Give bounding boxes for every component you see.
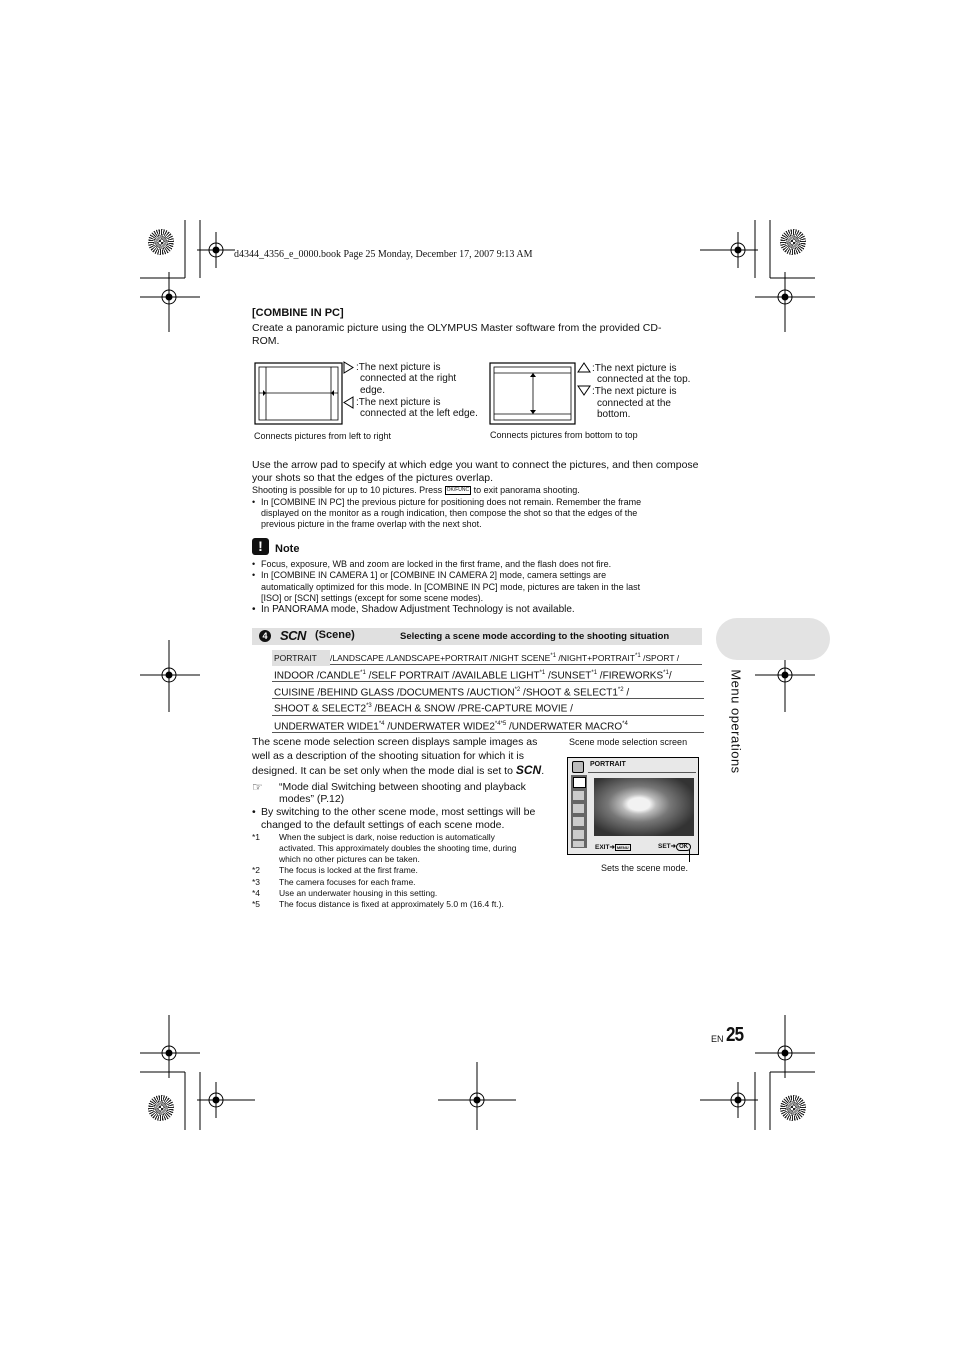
note-bullet: • Focus, exposure, WB and zoom are locked in the first frame, and the flash does not fire. <box>261 559 611 570</box>
footnote-text: activated. This approximately doubles the shooting time, during <box>279 843 517 853</box>
language-label: EN <box>711 1034 724 1044</box>
right-edge-text: connected at the right <box>360 373 457 384</box>
scene-list-row: UNDERWATER WIDE1$^{*4}$ /UNDERWATER $WIDE2^{*4*5}$ /UNDERWATER MACRO$^{*4}$ <box>272 716 704 733</box>
scn-mode-icon: SCN <box>280 628 306 643</box>
footnote-text: The focus distance is fixed at approximately 5.0 m (16.4 ft.). <box>279 899 504 909</box>
instruction-line: your shots so that the edges of the pictures overlap. <box>252 472 494 484</box>
registration-rosette-icon <box>148 1095 174 1121</box>
bottom-edge-text: connected at the <box>597 398 671 409</box>
scene-desc: well as a description of the shooting situation for which it is <box>252 750 524 762</box>
scene-number-badge: 4 <box>259 630 271 642</box>
right-edge-text: edge. <box>360 385 386 396</box>
shooting-limit-a: Shooting is possible for up to 10 pictures. Press <box>252 485 443 495</box>
note-icon: ! <box>252 538 269 555</box>
registration-rosette-icon <box>148 229 174 255</box>
screen-menu-icon[interactable] <box>573 817 584 826</box>
note-title: Note <box>275 543 300 555</box>
screen-caption: Scene mode selection screen <box>569 737 688 747</box>
side-tab-label: Menu operations <box>728 669 744 774</box>
scene-heading: Selecting a scene mode according to the shooting situation <box>400 631 670 642</box>
note-bullet: • In [COMBINE IN CAMERA 1] or [COMBINE IN CAMERA 2] mode, camera settings are <box>261 570 606 581</box>
intro-line: Create a panoramic picture using the OLYMPUS Master software from the provided CD- <box>252 322 662 334</box>
scene-list-row: CUISINE /BEHIND GLASS /DOCUMENTS /AUCTION$^{*2}$ /SHOOT & SELECT1$^{*2}$ / <box>272 682 704 699</box>
down-arrow-icon <box>577 385 591 396</box>
note-bullet: • In PANORAMA mode, Shadow Adjustment Technology is not available. <box>261 604 575 616</box>
screen-menu-icon[interactable] <box>573 841 584 847</box>
screen-menu-icon[interactable] <box>573 791 584 800</box>
file-header: d4344_4356_e_0000.book Page 25 Monday, December 17, 2007 9:13 AM <box>234 249 533 260</box>
top-edge-text: :The next picture is <box>592 363 677 374</box>
left-to-right-diagram <box>254 362 344 426</box>
scn-mode-icon: SCN <box>515 763 542 777</box>
diagram-caption: Connects pictures from bottom to top <box>490 430 638 440</box>
bottom-to-top-diagram <box>489 362 577 426</box>
portrait-highlight: PORTRAIT <box>272 650 330 666</box>
footnote-mark: *1 <box>252 832 261 842</box>
screen-scene-icon <box>572 761 584 773</box>
combine-bullet-line: displayed on the monitor as a rough indication, then compose the shot so that the edges of the <box>261 508 638 518</box>
screen-set-label: SET➜ OK <box>658 842 691 850</box>
screen-divider <box>588 772 696 773</box>
note-bullet-line: [ISO] or [SCN] settings (except for some scene modes). <box>261 593 484 603</box>
sets-caption: Sets the scene mode. <box>601 863 689 873</box>
right-arrow-icon <box>343 361 354 374</box>
note-bullet-line: automatically optimized for this mode. In [COMBINE IN PC] mode, pictures are taken in the last <box>261 582 641 592</box>
screen-menu-icon[interactable] <box>573 777 586 788</box>
footnote-text: When the subject is dark, noise reduction is automatically <box>279 832 495 842</box>
left-edge-text: connected at the left edge. <box>360 408 478 419</box>
bottom-edge-text: bottom. <box>597 409 631 420</box>
section-title: [COMBINE IN PC] <box>252 307 344 319</box>
up-arrow-icon <box>577 362 591 373</box>
screen-menu-icon[interactable] <box>573 830 584 839</box>
ok-button-icon: OK <box>676 843 691 851</box>
scene-desc: The scene mode selection screen displays sample images as <box>252 736 538 748</box>
combine-bullet-line: previous picture in the frame overlap with the next shot. <box>261 519 482 529</box>
diagram-caption: Connects pictures from left to right <box>254 431 392 441</box>
callout-line <box>689 850 690 862</box>
screen-menu-icon[interactable] <box>573 804 584 813</box>
registration-rosette-icon <box>780 229 806 255</box>
bottom-edge-text: :The next picture is <box>592 386 677 397</box>
scene-list-row: SHOOT & SELECT2$^{*3}$ /BEACH & SNOW /PRE-CAPTURE MOVIE / <box>272 699 704 716</box>
screen-title: PORTRAIT <box>590 761 626 768</box>
footnote-text: The camera focuses for each frame. <box>279 877 416 887</box>
shooting-limit-b: to exit panorama shooting. <box>473 485 580 495</box>
combine-bullet: • In [COMBINE IN PC] the previous picture for positioning does not remain. Remember the frame <box>261 497 641 508</box>
footnote-mark: *4 <box>252 888 261 898</box>
reference-hand-icon: ☞ <box>252 780 263 794</box>
footnote-mark: *5 <box>252 899 261 909</box>
scene-desc: designed. It can be set only when the mode dial is set to SCN. <box>252 763 545 777</box>
scene-label: (Scene) <box>315 629 355 641</box>
scene-bullet-line: changed to the default settings of each scene mode. <box>261 819 505 831</box>
footnote-mark: *3 <box>252 877 261 887</box>
top-edge-text: connected at the top. <box>597 374 691 385</box>
right-edge-text: :The next picture is <box>356 362 441 373</box>
footnote-text: Use an underwater housing in this setting. <box>279 888 438 898</box>
left-edge-text: :The next picture is <box>356 397 441 408</box>
page-number: 25 <box>726 1024 744 1046</box>
side-tab[interactable] <box>716 618 830 660</box>
ok-func-button-icon: OK/FUNC <box>446 487 470 494</box>
reference-text: modes” (P.12) <box>279 793 345 805</box>
sample-portrait-image <box>594 778 694 836</box>
registration-rosette-icon <box>780 1095 806 1121</box>
reference-text: “Mode dial Switching between shooting and playback <box>279 781 526 793</box>
footnote-mark: *2 <box>252 865 261 875</box>
menu-button-icon: MENU <box>616 845 629 850</box>
footnote-text: which no other pictures can be taken. <box>279 854 420 864</box>
scene-bullet: • By switching to the other scene mode, most settings will be <box>261 806 535 818</box>
scene-list-row: INDOOR /CANDLE$^{*1}$ /SELF PORTRAIT /AVAILABLE LIGHT$^{*1}$ /SUNSET$^{*1}$ /FIREWORKS$^{*1}$/ <box>272 665 704 682</box>
instruction-line: Use the arrow pad to specify at which edge you want to connect the pictures, and then compose <box>252 459 699 471</box>
intro-line: ROM. <box>252 335 280 347</box>
camera-screen <box>567 757 699 855</box>
screen-exit-label: EXIT➜ MENU <box>595 844 629 851</box>
footnote-text: The focus is locked at the first frame. <box>279 865 418 875</box>
shooting-limit-text <box>252 485 580 496</box>
left-arrow-icon <box>343 396 354 409</box>
scene-list-row: PORTRAIT /LANDSCAPE /LANDSCAPE+PORTRAIT /NIGHT SCENE$^{*1}$ $/NIGHT+PORTRAIT^{*1}$ /SPORT / <box>272 648 702 665</box>
